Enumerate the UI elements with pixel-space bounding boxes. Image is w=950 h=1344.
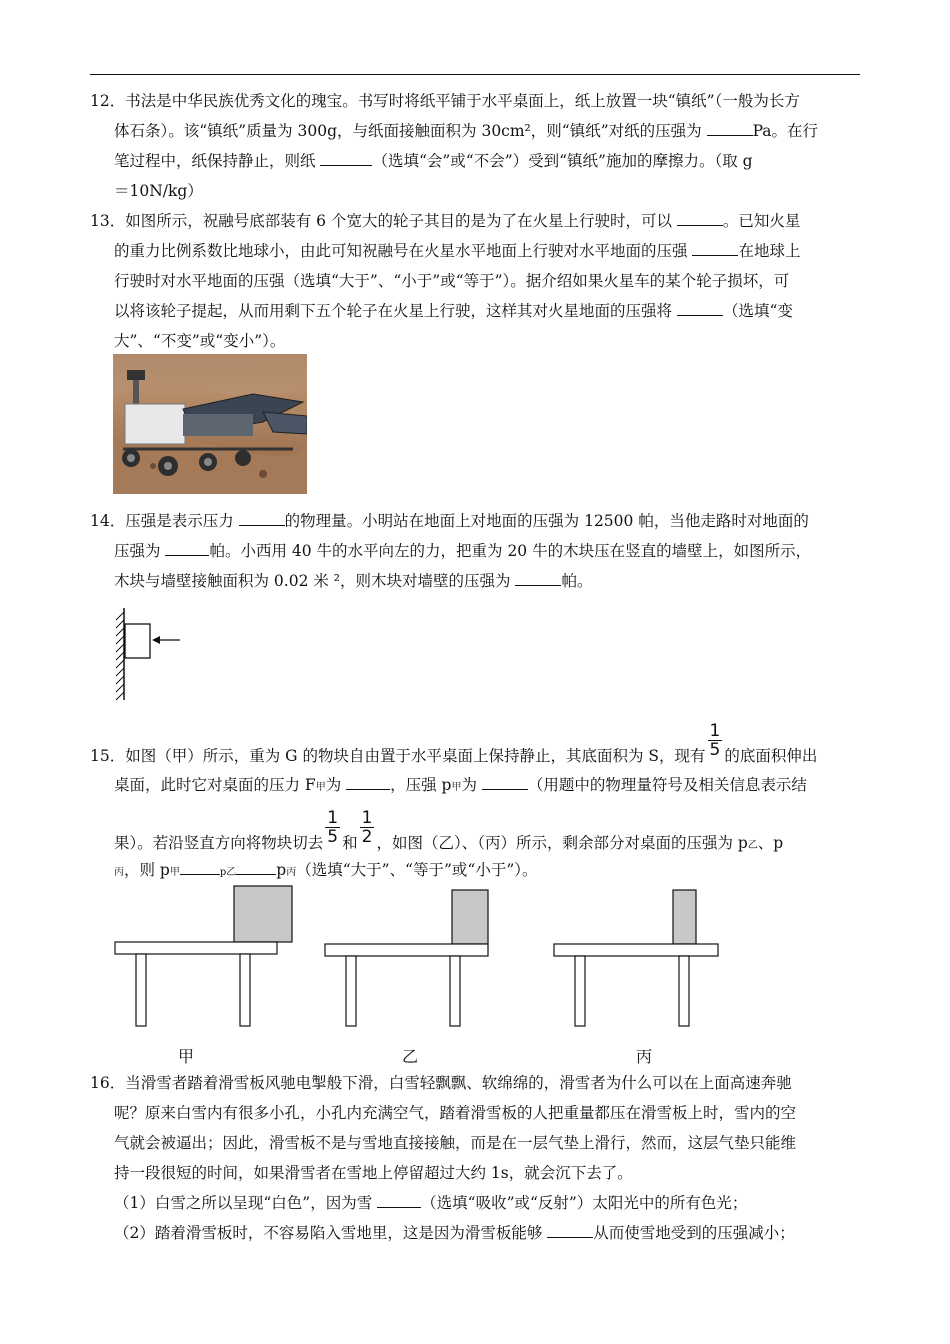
answer-blank[interactable] <box>346 771 390 790</box>
q12-line-1: 12．书法是中华民族优秀文化的瑰宝。书写时将纸平铺于水平桌面上，纸上放置一块“镇纸”（一般为长方 <box>90 92 800 110</box>
answer-blank[interactable] <box>239 507 285 526</box>
q15-line-1: 15．如图（甲）所示，重为 G 的物块自由置于水平桌面上保持静止，其底面积为 S，现有 $\frac{1}{5}$ 的底面积伸出 <box>90 721 818 765</box>
q16-sub-1: （1）白雪之所以呈现“白色”，因为雪 （选填“吸收”或“反射”）太阳光中的所有色光； <box>90 1188 862 1218</box>
answer-blank[interactable] <box>165 537 209 556</box>
q12-line-3: 笔过程中，纸保持静止，则纸 （选填“会”或“不会”）受到“镇纸”施加的摩擦力。（取 g <box>90 146 862 176</box>
q13-line-3: 行驶时对水平地面的压强（选填“大于”、“小于”或“等于”）。据介绍如果火星车的某个轮子损坏，可 <box>114 272 790 290</box>
table-diagrams <box>110 884 730 1030</box>
block-bing <box>673 890 696 944</box>
q16-line-1: 16．当滑雪者踏着滑雪板风驰电掣般下滑，白雪轻飘飘、软绵绵的，滑雪者为什么可以在上面高速奔驰 <box>90 1074 792 1092</box>
label-jia: 甲 <box>178 1047 195 1066</box>
answer-blank[interactable] <box>677 207 723 226</box>
answer-blank[interactable] <box>180 856 220 875</box>
q14-line-2: 压强为 帕。小西用 40 牛的水平向左的力，把重为 20 牛的木块压在竖直的墙壁上，如图所示， <box>90 536 862 566</box>
wall-block-diagram <box>108 606 188 702</box>
q14-line-3: 木块与墙壁接触面积为 0.02 米 ²，则木块对墙壁的压强为 帕。 <box>90 566 862 596</box>
question-12 <box>90 86 862 206</box>
q13-line-1: 13．如图所示，祝融号底部装有 6 个宽大的轮子其目的是为了在火星上行驶时，可以 。已知火星 <box>90 206 862 236</box>
wood-block <box>125 624 150 658</box>
answer-blank[interactable] <box>515 567 561 586</box>
top-rule <box>90 74 860 75</box>
q13-line-5: 大”、“不变”或“变小”）。 <box>114 332 286 350</box>
q16-line-2: 呢？原来白雪内有很多小孔，小孔内充满空气，踏着滑雪板的人把重量都压在滑雪板上时，雪内的空 <box>114 1104 797 1122</box>
table-bing <box>554 890 718 1026</box>
mars-rover-photo <box>113 354 307 494</box>
answer-blank[interactable] <box>707 117 753 136</box>
q12-line-2: 体石条）。该“镇纸”质量为 300g，与纸面接触面积为 30cm²，则“镇纸”对纸的压强为 Pa。在行 <box>90 116 862 146</box>
question-15 <box>90 716 862 888</box>
answer-blank[interactable] <box>320 147 372 166</box>
question-16 <box>90 1068 862 1248</box>
q15-line-3: 果）。若沿竖直方向将物块切去 $\frac{1}{5}$ 和 $\frac{1}{2}$ ，如图（乙）、（丙）所示，剩余部分对桌面的压强为 $p_乙$、p <box>114 808 784 852</box>
force-arrow-icon <box>152 636 160 644</box>
question-13 <box>90 206 862 356</box>
answer-blank[interactable] <box>677 297 723 316</box>
answer-blank[interactable] <box>692 237 738 256</box>
fraction-one-half: $\frac{1}{2}$ <box>361 808 373 847</box>
label-yi: 乙 <box>402 1047 419 1066</box>
block-jia <box>234 886 292 942</box>
table-jia <box>115 886 292 1026</box>
q13-line-4: 以将该轮子提起，从而用剩下五个轮子在火星上行驶，这样其对火星地面的压强将 （选填“变 <box>90 296 862 326</box>
q15-line-4: 丙，则 p甲 p乙 p丙（选填“大于”、“等于”或“小于”）。 <box>90 855 862 888</box>
q16-sub-2: （2）踏着滑雪板时，不容易陷入雪地里，这是因为滑雪板能够 从而使雪地受到的压强减小； <box>90 1218 862 1248</box>
block-yi <box>452 890 488 944</box>
label-bing: 丙 <box>636 1047 653 1066</box>
answer-blank[interactable] <box>482 771 528 790</box>
table-yi <box>325 890 488 1026</box>
q15-line-2: 桌面，此时它对桌面的压力 F甲为 ，压强 p甲为 （用题中的物理量符号及相关信息表示结 <box>90 770 862 803</box>
answer-blank[interactable] <box>547 1219 593 1238</box>
rover-illustration <box>113 354 307 494</box>
question-14 <box>90 506 862 596</box>
q16-line-4: 持一段很短的时间，如果滑雪者在雪地上停留超过大约 1s，就会沉下去了。 <box>114 1164 633 1182</box>
q16-line-3: 气就会被逼出；因此，滑雪板不是与雪地直接接触，而是在一层气垫上滑行，然而，这层气垫只能维 <box>114 1134 797 1152</box>
answer-blank[interactable] <box>236 856 276 875</box>
answer-blank[interactable] <box>377 1189 421 1208</box>
fraction-one-fifth: $\frac{1}{5}$ <box>327 808 339 847</box>
fraction-one-fifth: $\frac{1}{5}$ <box>709 721 721 760</box>
q12-line-4: ＝10N/kg） <box>114 182 203 200</box>
q13-line-2: 的重力比例系数比地球小，由此可知祝融号在火星水平地面上行驶对水平地面的压强 在地球上 <box>90 236 862 266</box>
q14-line-1: 14．压强是表示压力 的物理量。小明站在地面上对地面的压强为 12500 帕，当他走路时对地面的 <box>90 506 862 536</box>
